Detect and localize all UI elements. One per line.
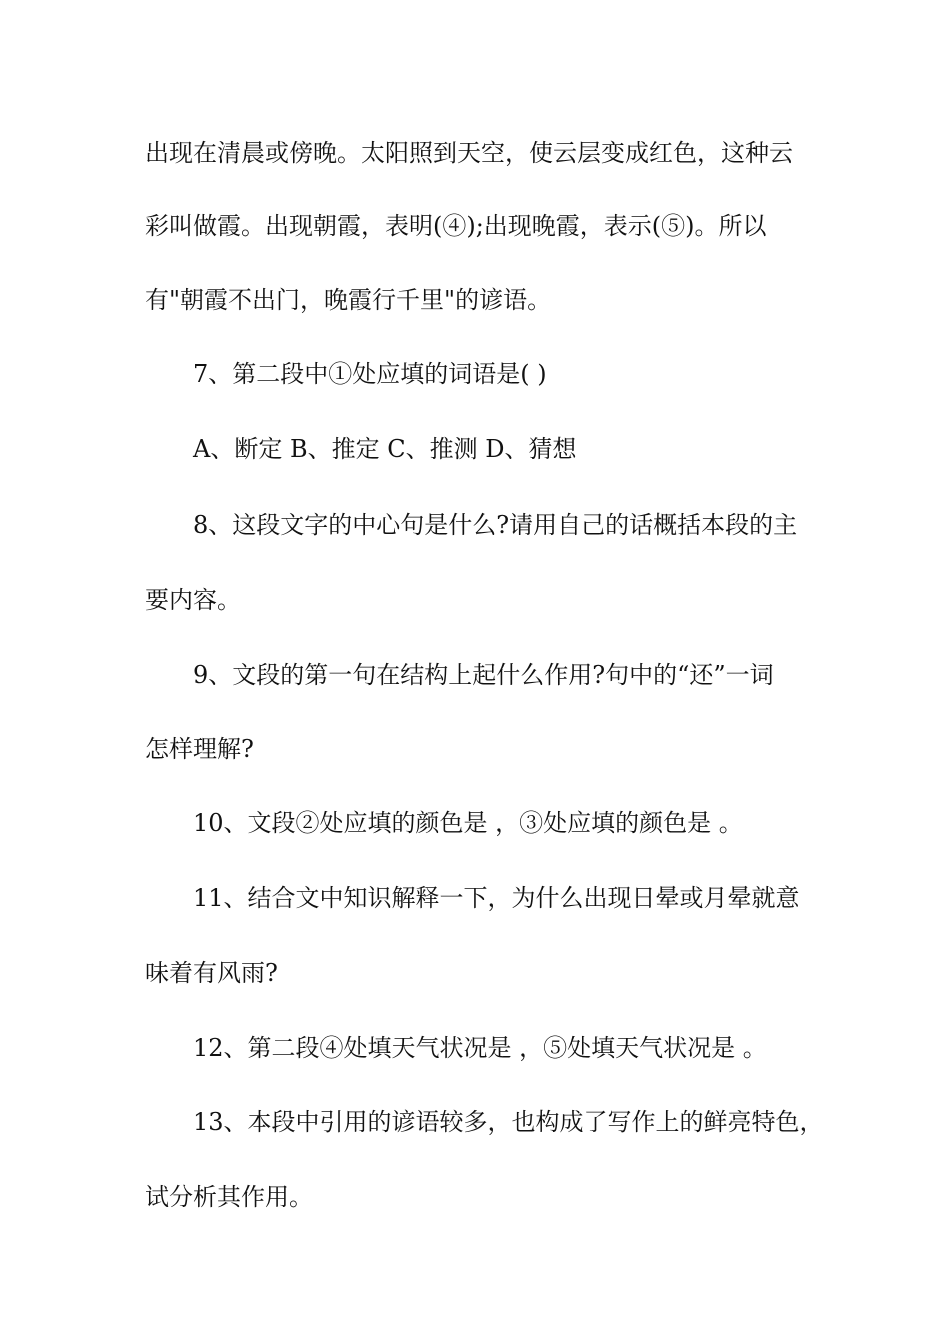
question-13: 13、本段中引用的谚语较多，也构成了写作上的鲜亮特色， xyxy=(193,1108,824,1136)
question-13-continued: 试分析其作用。 xyxy=(145,1183,313,1211)
paragraph-line: 出现在清晨或傍晚。太阳照到天空，使云层变成红色，这种云 xyxy=(145,139,793,167)
question-12: 12、第二段④处填天气状况是 ，⑤处填天气状况是 。 xyxy=(193,1034,767,1062)
question-10: 10、文段②处应填的颜色是 ，③处应填的颜色是 。 xyxy=(193,809,743,837)
question-8: 8、这段文字的中心句是什么?请用自己的话概括本段的主 xyxy=(193,511,798,539)
question-9: 9、文段的第一句在结构上起什么作用?句中的“还”一词 xyxy=(193,661,774,689)
paragraph-line: 彩叫做霞。出现朝霞，表明(④);出现晚霞，表示(⑤)。所以 xyxy=(145,212,767,240)
question-11: 11、结合文中知识解释一下，为什么出现日晕或月晕就意 xyxy=(193,884,800,912)
question-7: 7、第二段中①处应填的词语是( ) xyxy=(193,360,547,388)
question-11-continued: 味着有风雨? xyxy=(145,959,278,987)
question-9-continued: 怎样理解? xyxy=(145,735,254,763)
paragraph-line: 有"朝霞不出门，晚霞行千里"的谚语。 xyxy=(145,286,552,314)
question-7-options: A、断定 B、推定 C、推测 D、猜想 xyxy=(193,435,577,463)
question-8-continued: 要内容。 xyxy=(145,586,241,614)
